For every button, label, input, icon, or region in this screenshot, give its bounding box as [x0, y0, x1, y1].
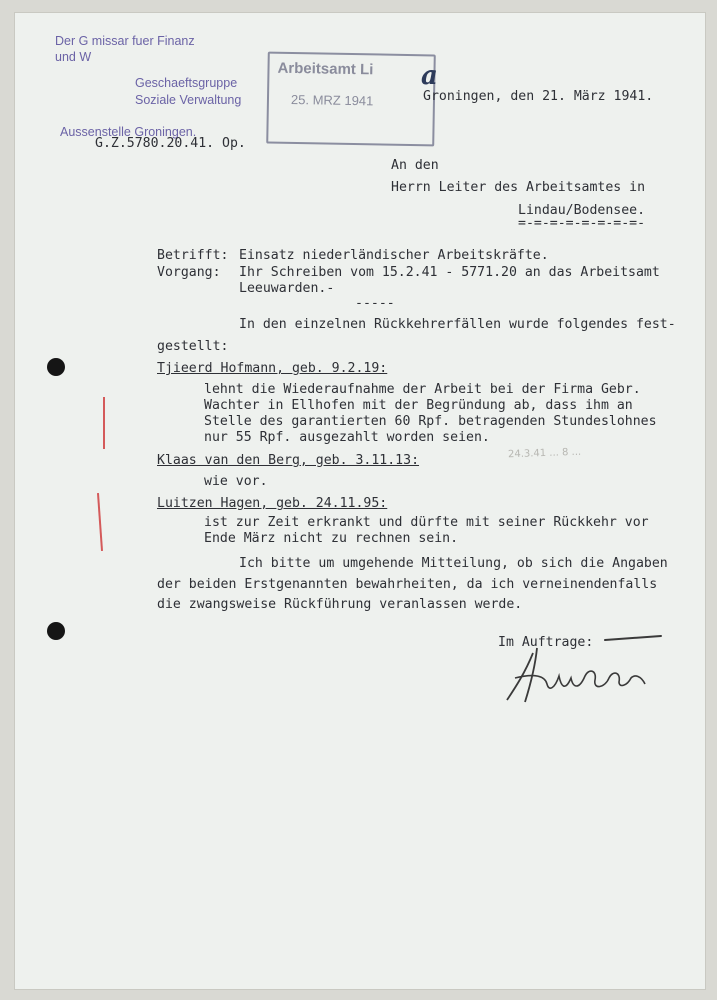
red-margin-mark: [97, 493, 103, 551]
punch-hole-top: [47, 358, 65, 376]
closing-text: die zwangsweise Rückführung veranlassen werde.: [157, 597, 523, 612]
separator: -----: [355, 296, 395, 311]
subject-label: Betrifft:: [157, 248, 229, 263]
handwritten-mark: a: [421, 61, 438, 91]
signature: [485, 618, 685, 713]
case-text: Ende März nicht zu rechnen sein.: [204, 531, 459, 546]
case-name: Luitzen Hagen, geb. 24.11.95:: [157, 496, 388, 511]
pencil-note: 24.3.41 ... 8 ...: [507, 446, 582, 461]
intro-text: gestellt:: [157, 339, 229, 354]
recipient-underline: =-=-=-=-=-=-=-=-: [518, 216, 646, 231]
matter-label: Vorgang:: [157, 265, 221, 280]
recipient-line: An den: [391, 158, 439, 173]
matter-text: Leeuwarden.-: [239, 281, 335, 296]
sender-stamp-line: Geschaeftsgruppe: [135, 76, 238, 90]
sender-stamp-line: Soziale Verwaltung: [135, 93, 242, 107]
case-text: Wachter in Ellhofen mit der Begründung ab, dass ihm an: [204, 398, 633, 413]
case-text: ist zur Zeit erkrankt und dürfte mit seiner Rückkehr vor: [204, 515, 649, 530]
reference-number: G.Z.5780.20.41. Op.: [95, 136, 246, 151]
matter-text: Ihr Schreiben vom 15.2.41 - 5771.20 an das Arbeitsamt: [239, 265, 660, 280]
sender-stamp: [55, 33, 195, 65]
case-text: lehnt die Wiederaufnahme der Arbeit bei der Firma Gebr.: [204, 382, 641, 397]
intro-text: In den einzelnen Rückkehrerfällen wurde folgendes fest-: [239, 317, 676, 332]
subject-text: Einsatz niederländischer Arbeitskräfte.: [239, 248, 549, 263]
punch-hole-bottom: [47, 622, 65, 640]
case-name: Klaas van den Berg, geb. 3.11.13:: [157, 453, 420, 468]
case-name: Tjieerd Hofmann, geb. 9.2.19:: [157, 361, 388, 376]
received-stamp: [266, 52, 436, 147]
sign-off: Im Auftrage:: [498, 635, 594, 650]
recipient-city: Lindau/Bodensee.: [518, 203, 646, 218]
red-margin-mark: [103, 397, 105, 449]
closing-text: der beiden Erstgenannten bewahrheiten, da ich verneinendenfalls: [157, 577, 658, 592]
case-text: wie vor.: [204, 474, 268, 489]
closing-text: Ich bitte um umgehende Mitteilung, ob sich die Angaben: [239, 556, 668, 571]
sender-stamp-line: Der G missar fuer Finanz: [55, 34, 195, 48]
received-stamp-date: 25. MRZ 1941: [290, 91, 374, 109]
sender-stamp-line: und W: [55, 50, 92, 64]
sender-stamp-dept: [135, 75, 241, 109]
letter-page: [14, 12, 706, 990]
case-text: Stelle des garantierten 60 Rpf. betragenden Stundeslohnes: [204, 414, 657, 429]
received-stamp-title: Arbeitsamt Li: [277, 59, 374, 79]
case-text: nur 55 Rpf. ausgezahlt worden seien.: [204, 430, 490, 445]
recipient-line: Herrn Leiter des Arbeitsamtes in: [391, 180, 646, 195]
place-date: Groningen, den 21. März 1941.: [423, 89, 654, 104]
sender-stamp-office: Aussenstelle Groningen.: [60, 125, 197, 139]
